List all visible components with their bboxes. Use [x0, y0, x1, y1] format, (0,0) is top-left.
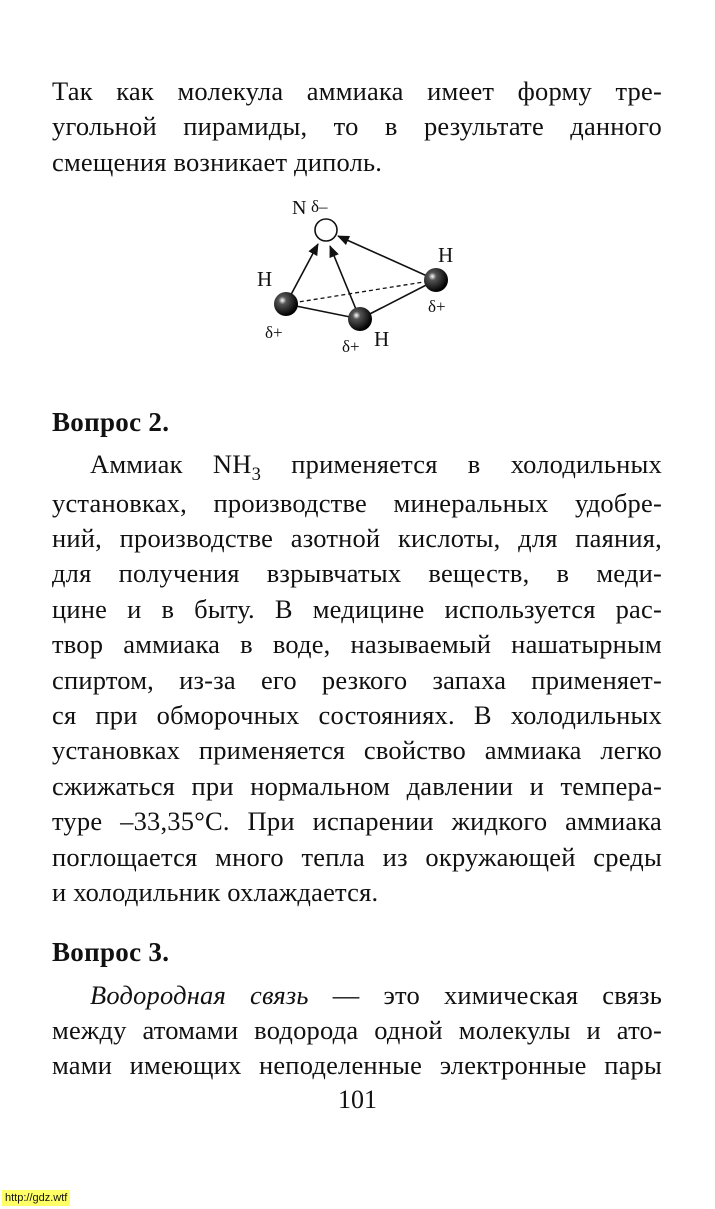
- term-italic: Водородная связь: [90, 979, 309, 1010]
- text-line: угольной пирамиды, то в результате данного: [52, 111, 662, 142]
- text-line: [52, 447, 662, 485]
- text-line: установках применяется свойство аммиака легко: [52, 735, 662, 766]
- text-fragment: Аммиак NH: [90, 449, 252, 480]
- text-line: смещения возникает диполь.: [52, 146, 383, 177]
- question-3-heading: Вопрос 3.: [52, 936, 170, 967]
- nitrogen-charge: δ–: [311, 197, 328, 216]
- text-fragment: применяется в холодильных: [261, 449, 662, 480]
- text-line: твор аммиака в воде, называемый нашатырным: [52, 629, 662, 660]
- text-line: установках, производстве минеральных удобре-: [52, 487, 662, 518]
- text-line: и холодильник охлаждается.: [52, 877, 379, 908]
- text-line: [52, 978, 662, 1013]
- text-line: Так как молекула аммиака имеет форму тре-: [52, 76, 662, 106]
- hydrogen-right-charge: δ+: [428, 297, 446, 316]
- intro-paragraph: [52, 74, 662, 180]
- text-line: ний, производстве азотной кислоты, для паяния,: [52, 523, 662, 554]
- nitrogen-label: N: [292, 197, 307, 219]
- subscript: 3: [251, 464, 262, 486]
- text-line: между атомами водорода одной молекулы и ато-: [52, 1014, 662, 1045]
- page-number: 101: [338, 1085, 377, 1114]
- hydrogen-right-label: H: [438, 243, 454, 267]
- text-line: для получения взрывчатых веществ, в меди-: [52, 558, 662, 589]
- hydrogen-left-charge: δ+: [265, 323, 283, 342]
- watermark-link[interactable]: http://gdz.wtf: [2, 1190, 70, 1206]
- hydrogen-atom-left: [274, 292, 298, 316]
- text-line: мами имеющих неподеленные электронные пары: [52, 1050, 662, 1081]
- hydrogen-front-label: H: [374, 327, 390, 351]
- question-2-paragraph: [52, 447, 662, 910]
- hydrogen-front-charge: δ+: [342, 337, 360, 356]
- question-2-heading: Вопрос 2.: [52, 407, 170, 438]
- hydrogen-atom-front: [348, 307, 372, 331]
- text-line: спиртом, из-за его резкого запаха применяет-: [52, 664, 662, 695]
- text-line: туре –33,35°С. При испарении жидкого аммиака: [52, 806, 662, 837]
- ammonia-molecule-diagram: [240, 186, 470, 366]
- hydrogen-left-label: H: [257, 267, 273, 291]
- hydrogen-atom-right: [424, 268, 448, 292]
- text-line: поглощается много тепла из окружающей среды: [52, 841, 662, 872]
- bond-arrow: [338, 236, 436, 280]
- question-3-paragraph: [52, 978, 662, 1084]
- text-line: цине и в быту. В медицине используется рас-: [52, 593, 662, 624]
- nitrogen-atom: [315, 219, 337, 241]
- text-line: сжижаться при нормальном давлении и темпера-: [52, 770, 662, 801]
- text-fragment: — это химическая связь: [308, 979, 662, 1010]
- text-line: ся при обморочных состояниях. В холодильных: [52, 700, 662, 731]
